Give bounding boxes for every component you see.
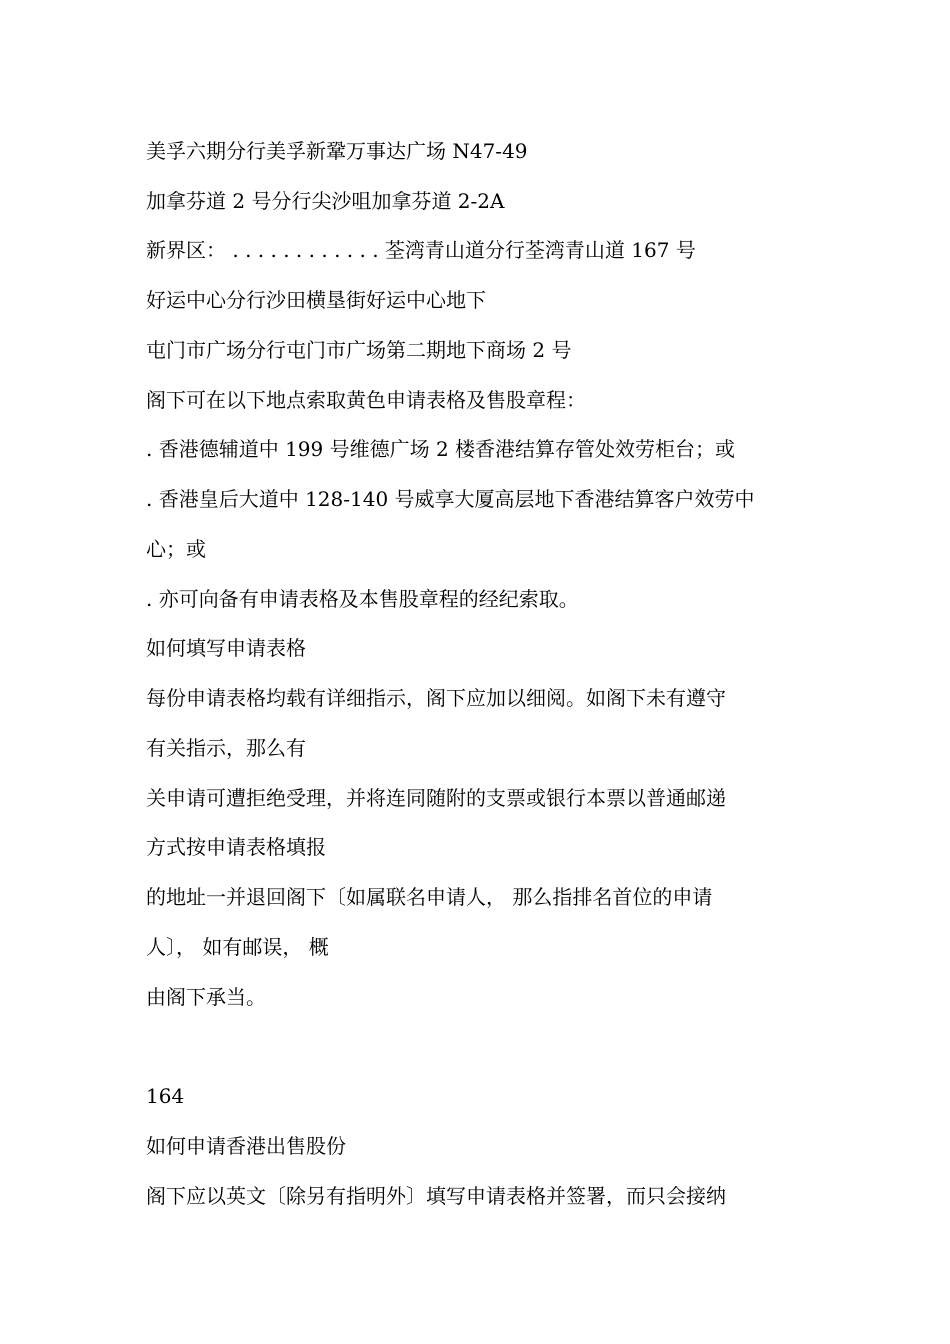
text-line: 新界区： . . . . . . . . . . . . 荃湾青山道分行荃湾青山道 167 号 bbox=[146, 238, 696, 262]
section-heading: 如何申请香港出售股份 bbox=[146, 1134, 346, 1158]
text-line: . 香港皇后大道中 128-140 号威享大厦高层地下香港结算客户效劳中 bbox=[146, 487, 755, 511]
text-line: 好运中心分行沙田横垦街好运中心地下 bbox=[146, 288, 486, 312]
text-line: 的地址一并退回阁下〔如属联名申请人， 那么指排名首位的申请 bbox=[146, 885, 713, 909]
text-line: 屯门市广场分行屯门市广场第二期地下商场 2 号 bbox=[146, 338, 572, 362]
section-heading: 如何填写申请表格 bbox=[146, 636, 306, 660]
text-line: . 香港德辅道中 199 号维德广场 2 楼香港结算存管处效劳柜台；或 bbox=[146, 437, 736, 461]
text-line: 关申请可遭拒绝受理，并将连同随附的支票或银行本票以普通邮递 bbox=[146, 786, 726, 810]
text-line: 每份申请表格均载有详细指示，阁下应加以细阅。如阁下未有遵守 bbox=[146, 686, 726, 710]
page-number: 164 bbox=[146, 1084, 185, 1108]
text-line: 阁下可在以下地点索取黄色申请表格及售股章程： bbox=[146, 388, 586, 412]
text-line: 由阁下承当。 bbox=[146, 985, 266, 1009]
text-line: 阁下应以英文〔除另有指明外〕填写申请表格并签署，而只会接纳 bbox=[146, 1184, 726, 1208]
text-line: . 亦可向备有申请表格及本售股章程的经纪索取。 bbox=[146, 587, 579, 611]
text-line: 有关指示，那么有 bbox=[146, 736, 306, 760]
text-line: 方式按申请表格填报 bbox=[146, 835, 326, 859]
text-line: 加拿芬道 2 号分行尖沙咀加拿芬道 2-2A bbox=[146, 189, 505, 213]
text-line: 美孚六期分行美孚新鞏万事达广场 N47-49 bbox=[146, 139, 528, 163]
text-line: 人〕， 如有邮误， 概 bbox=[146, 935, 329, 959]
text-line: 心；或 bbox=[146, 537, 206, 561]
